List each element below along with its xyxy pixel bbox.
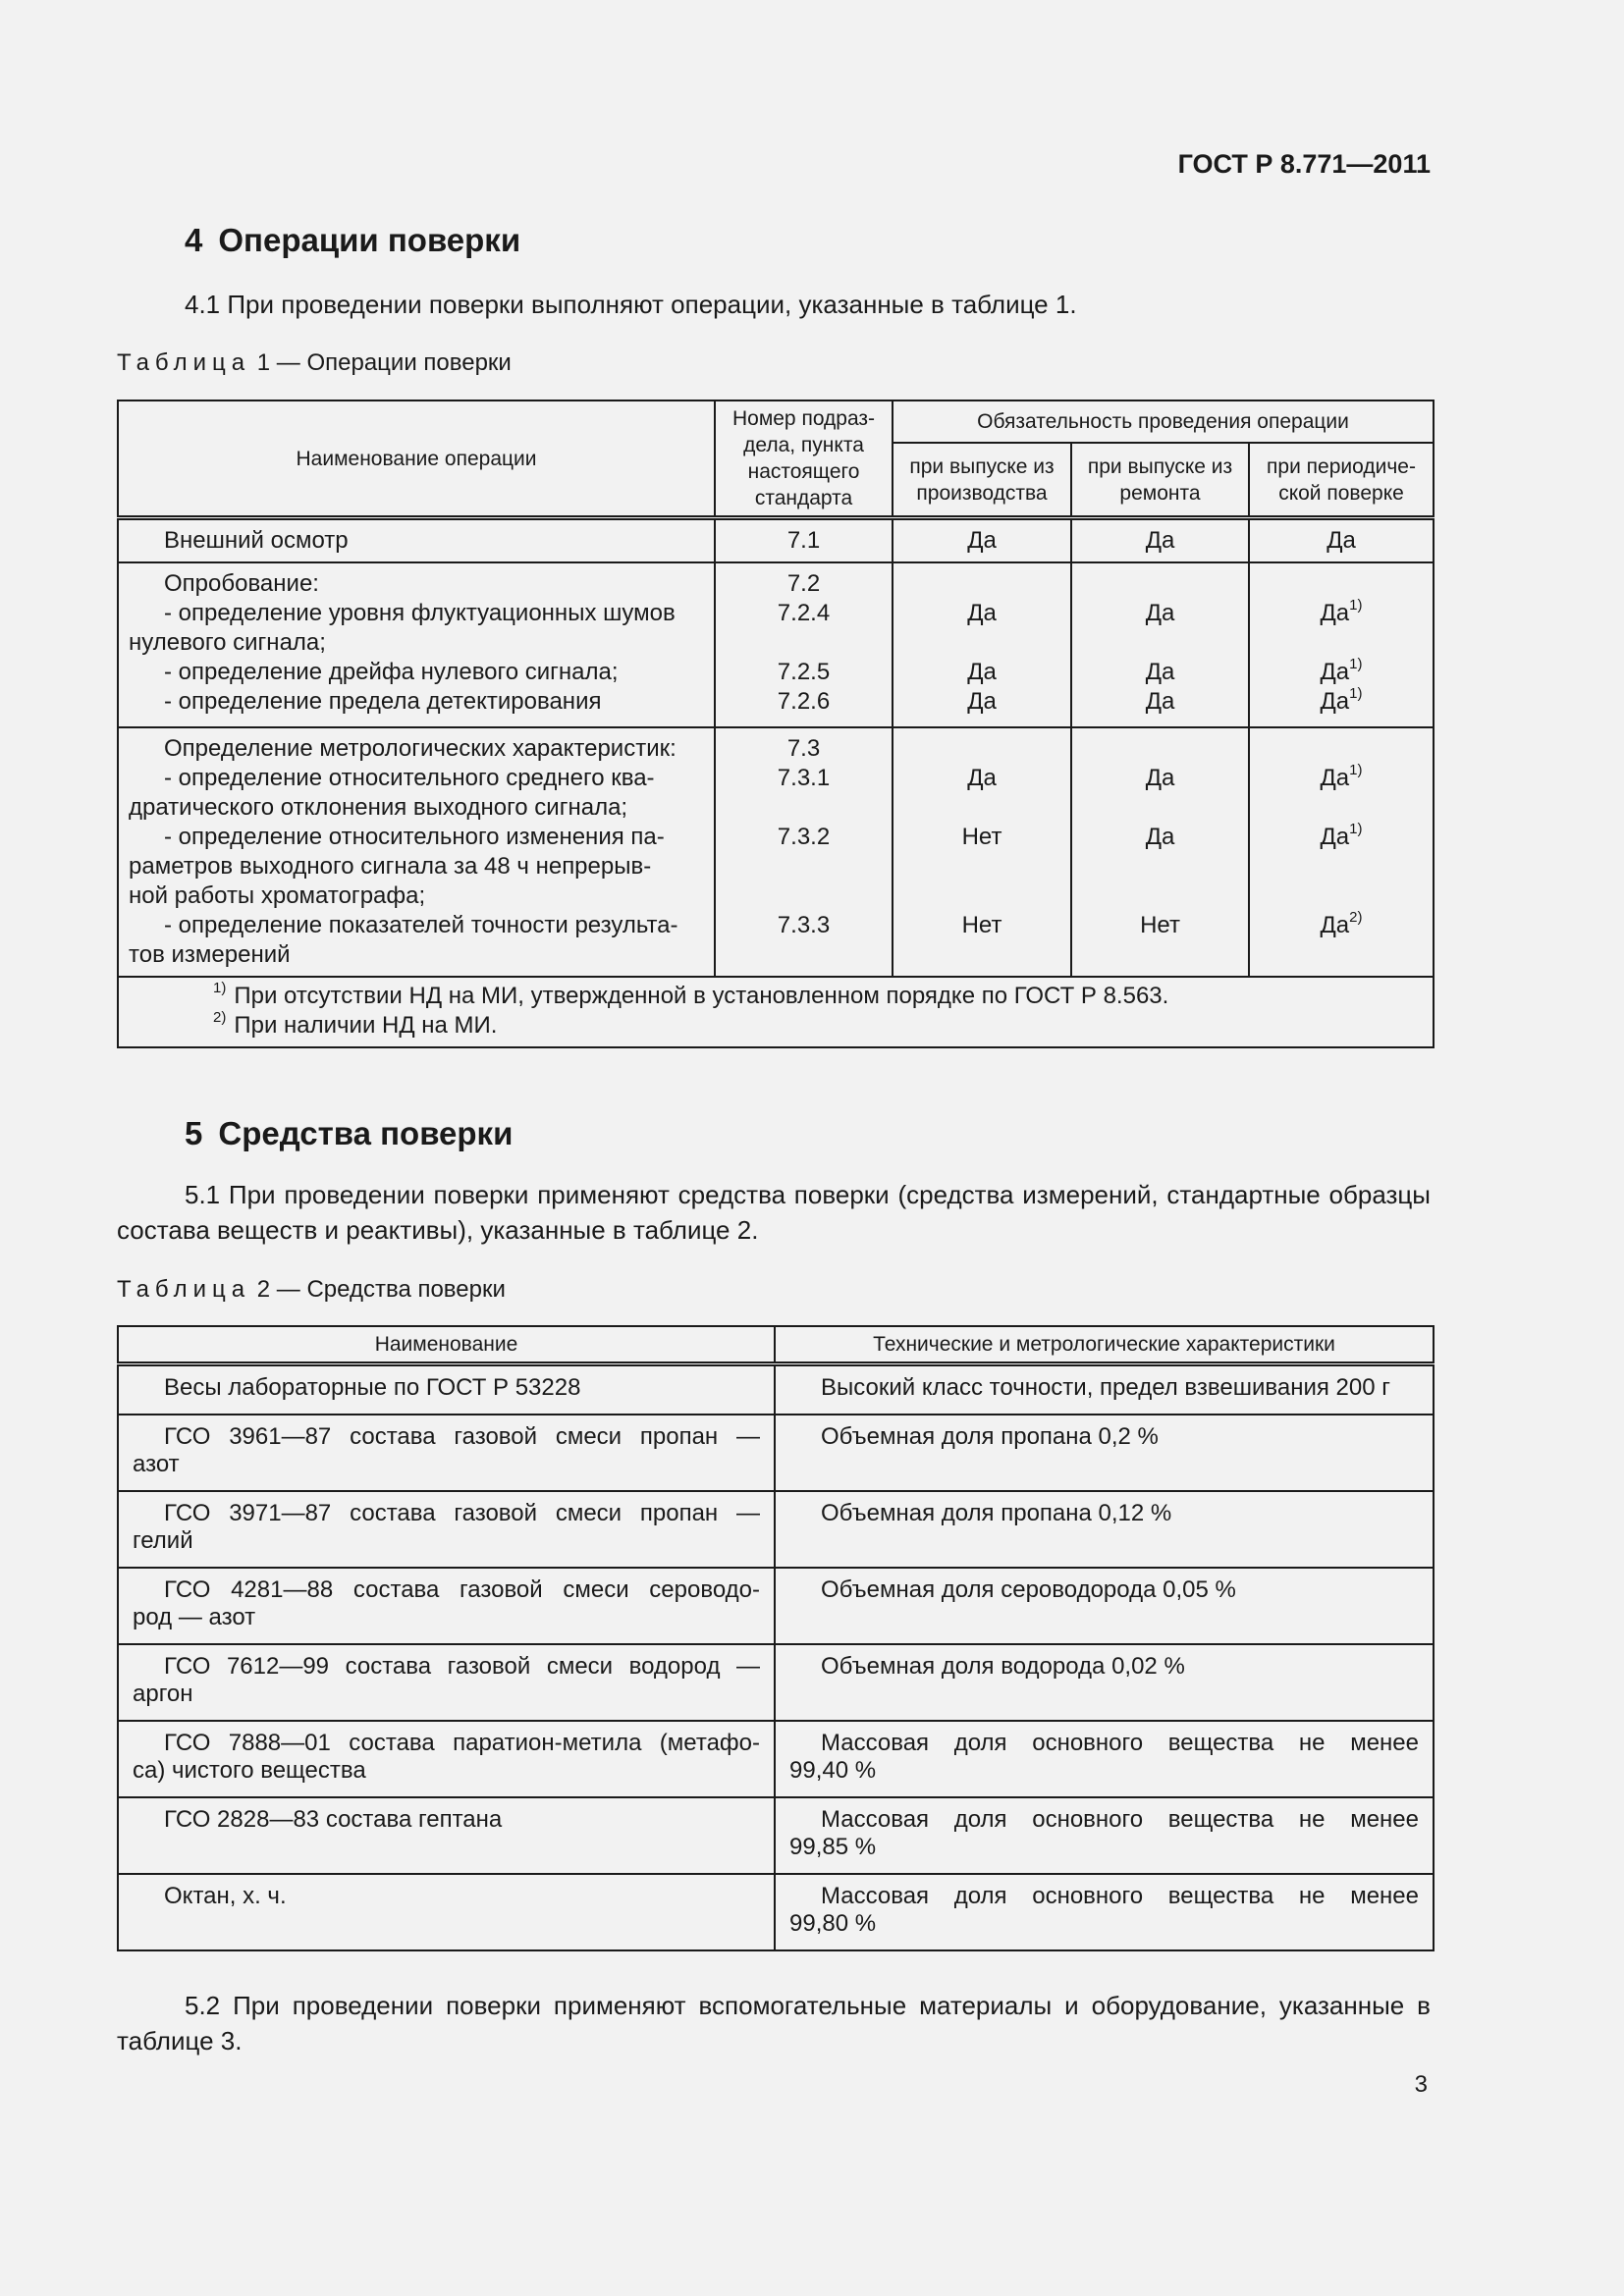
t1-row3-production: Нет (961, 824, 1002, 850)
t1-row3-number: 7.3.1 (777, 765, 831, 791)
t2-cell-name-cont: са) чистого вещества (133, 1757, 366, 1784)
t2-cell-characteristics: Массовая доля основного вещества не менее (821, 1883, 1419, 1909)
section-4-heading (185, 222, 520, 259)
t1-row3-line: ной работы хроматографа; (129, 882, 426, 909)
section-5-title: Средства поверки (218, 1115, 514, 1151)
t1-row2-repair: Да (1145, 688, 1175, 715)
t2-cell-name: ГСО 7888—01 состава паратион-метила (метафо- (164, 1730, 760, 1756)
t2-cell-characteristics: Объемная доля водорода 0,02 % (821, 1653, 1185, 1680)
t1-row2-periodic: $Да^{1)}$ (1320, 656, 1363, 685)
table-row (118, 1644, 1434, 1721)
table-row (118, 1491, 1434, 1568)
t2-cell-characteristics-cont: 99,85 % (789, 1834, 877, 1860)
table-1-caption-word: Таблица (117, 349, 251, 376)
t1-row2-production: Да (967, 659, 997, 685)
t1-row2-number: 7.2 (786, 570, 821, 597)
t1-row3-line: раметров выходного сигнала за 48 ч непрерыв- (129, 853, 652, 880)
table-1-caption-text: 1 — Операции поверки (256, 349, 512, 376)
t1-row3-line: - определение относительного изменения па- (164, 824, 665, 850)
document-code: ГОСТ Р 8.771—2011 (1177, 149, 1431, 179)
t1-row2-line: - определение предела детектирования (164, 688, 602, 715)
table-row (118, 1415, 1434, 1491)
t1-row2-number: 7.2.5 (777, 659, 831, 685)
table-row (118, 562, 1434, 727)
table-1-caption (117, 349, 512, 377)
t1-row3-line: Определение метрологических характеристик: (164, 735, 677, 762)
table-row (118, 1568, 1434, 1644)
t1-row2-line: - определение дрейфа нулевого сигнала; (164, 659, 619, 685)
section-4-title: Операции поверки (218, 222, 521, 258)
paragraph-5-1: 5.1 При проведении поверки применяют средства поверки (средства измерений, стандартные образцы состава веществ и реактивы), указанные в таблице 2. (117, 1180, 1431, 1245)
t2-cell-characteristics-cont: 99,40 % (789, 1757, 877, 1784)
table-2-caption-text: 2 — Средства поверки (256, 1276, 506, 1303)
section-5-heading (185, 1115, 513, 1152)
t2-cell-characteristics: Объемная доля пропана 0,2 % (821, 1423, 1159, 1450)
paragraph-4-1: 4.1 При проведении поверки выполняют операции, указанные в таблице 1. (185, 290, 1077, 319)
table-row (118, 518, 1434, 563)
t2-cell-name-cont: гелий (133, 1527, 193, 1554)
t1-row2-production: Да (967, 688, 997, 715)
t2-cell-characteristics: Массовая доля основного вещества не менее (821, 1730, 1419, 1756)
paragraph-5-2: 5.2 При проведении поверки применяют вспомогательные материалы и оборудование, указанные в таблице 3. (117, 1991, 1431, 2056)
t1-row3-periodic: $Да^{2)}$ (1320, 909, 1363, 938)
t2-cell-name: ГСО 4281—88 состава газовой смеси сероводо- (164, 1576, 760, 1603)
t2-header-characteristics: Технические и метрологические характеристики (775, 1326, 1434, 1364)
t1-header-release-production: при выпуске из производства (893, 443, 1071, 517)
t2-cell-name: ГСО 3961—87 состава газовой смеси пропан — (164, 1423, 760, 1450)
t1-row2-line: Опробование: (164, 570, 319, 597)
t1-row3-production: Да (967, 765, 997, 791)
t1-row3-line: дратического отклонения выходного сигнала; (129, 794, 628, 821)
table-1-verification-operations (117, 400, 1435, 1048)
t1-row3-number: 7.3 (786, 735, 821, 762)
table-row (118, 1721, 1434, 1797)
t1-row2-production: Да (967, 600, 997, 626)
t1-row1-periodic: Да (1249, 518, 1434, 563)
t1-header-number: Номер подраз-дела, пункта настоящего стандарта (715, 400, 893, 518)
t1-header-obligation: Обязательность проведения операции (893, 400, 1434, 443)
t1-row2-periodic: $Да^{1)}$ (1320, 597, 1363, 626)
table-row (118, 1797, 1434, 1874)
table-row (118, 727, 1434, 977)
t1-row3-line: тов измерений (129, 941, 291, 968)
table-2-caption (117, 1276, 506, 1304)
t1-row1-number: 7.1 (715, 518, 893, 563)
table-2-verification-means (117, 1325, 1435, 1951)
t2-header-name: Наименование (118, 1326, 775, 1364)
t1-row3-line: - определение показателей точности результа- (164, 912, 678, 938)
t2-cell-characteristics: Массовая доля основного вещества не менее (821, 1806, 1419, 1833)
t2-cell-name: Весы лабораторные по ГОСТ Р 53228 (164, 1374, 581, 1401)
t1-header-name: Наименование операции (118, 400, 715, 518)
t1-row1-production: Да (893, 518, 1071, 563)
table-footnotes (118, 977, 1434, 1047)
t1-row2-periodic: $Да^{1)}$ (1320, 685, 1363, 715)
t2-cell-name-cont: род — азот (133, 1604, 256, 1630)
t1-row1-repair: Да (1071, 518, 1249, 563)
t1-row3-repair: Да (1145, 765, 1175, 791)
page-number: 3 (1414, 2071, 1428, 2098)
t2-cell-name: ГСО 3971—87 состава газовой смеси пропан — (164, 1500, 760, 1526)
t2-cell-characteristics: Объемная доля пропана 0,12 % (821, 1500, 1172, 1526)
section-4-number: 4 (185, 222, 203, 258)
t1-row3-line: - определение относительного среднего ква- (164, 765, 655, 791)
t1-row3-production: Нет (961, 912, 1002, 938)
t2-cell-name: Октан, х. ч. (164, 1883, 287, 1909)
footnote: $^{1)}$ При отсутствии НД на МИ, утвержденной в установленном порядке по ГОСТ Р 8.563. (213, 980, 1169, 1009)
t1-row3-repair: Нет (1140, 912, 1180, 938)
footnote: $^{2)}$ При наличии НД на МИ. (213, 1009, 498, 1039)
section-5-number: 5 (185, 1115, 203, 1151)
t1-header-periodic: при периодиче-ской поверке (1249, 443, 1434, 517)
t2-cell-characteristics: Высокий класс точности, предел взвешивания 200 г (821, 1374, 1391, 1401)
t1-row2-repair: Да (1145, 659, 1175, 685)
t1-row3-repair: Да (1145, 824, 1175, 850)
t2-cell-name-cont: азот (133, 1451, 180, 1477)
t2-cell-name: ГСО 7612—99 состава газовой смеси водород — (164, 1653, 760, 1680)
t1-row3-number: 7.3.2 (777, 824, 831, 850)
t1-row3-periodic: $Да^{1)}$ (1320, 762, 1363, 791)
t2-cell-name: ГСО 2828—83 состава гептана (164, 1806, 503, 1833)
t2-cell-characteristics: Объемная доля сероводорода 0,05 % (821, 1576, 1236, 1603)
t1-row3-periodic: $Да^{1)}$ (1320, 821, 1363, 850)
t1-row2-repair: Да (1145, 600, 1175, 626)
t1-header-release-repair: при выпуске из ремонта (1071, 443, 1249, 517)
t1-row2-number: 7.2.6 (777, 688, 831, 715)
t1-row1-name: Внешний осмотр (164, 527, 349, 554)
t2-cell-characteristics-cont: 99,80 % (789, 1910, 877, 1937)
table-row (118, 1874, 1434, 1950)
table-2-caption-word: Таблица (117, 1276, 251, 1303)
t1-row2-line: - определение уровня флуктуационных шумов (164, 600, 676, 626)
table-row (118, 1364, 1434, 1415)
t1-row3-number: 7.3.3 (777, 912, 831, 938)
t1-row2-number: 7.2.4 (777, 600, 831, 626)
t2-cell-name-cont: аргон (133, 1681, 193, 1707)
t1-row2-line: нулевого сигнала; (129, 629, 326, 656)
